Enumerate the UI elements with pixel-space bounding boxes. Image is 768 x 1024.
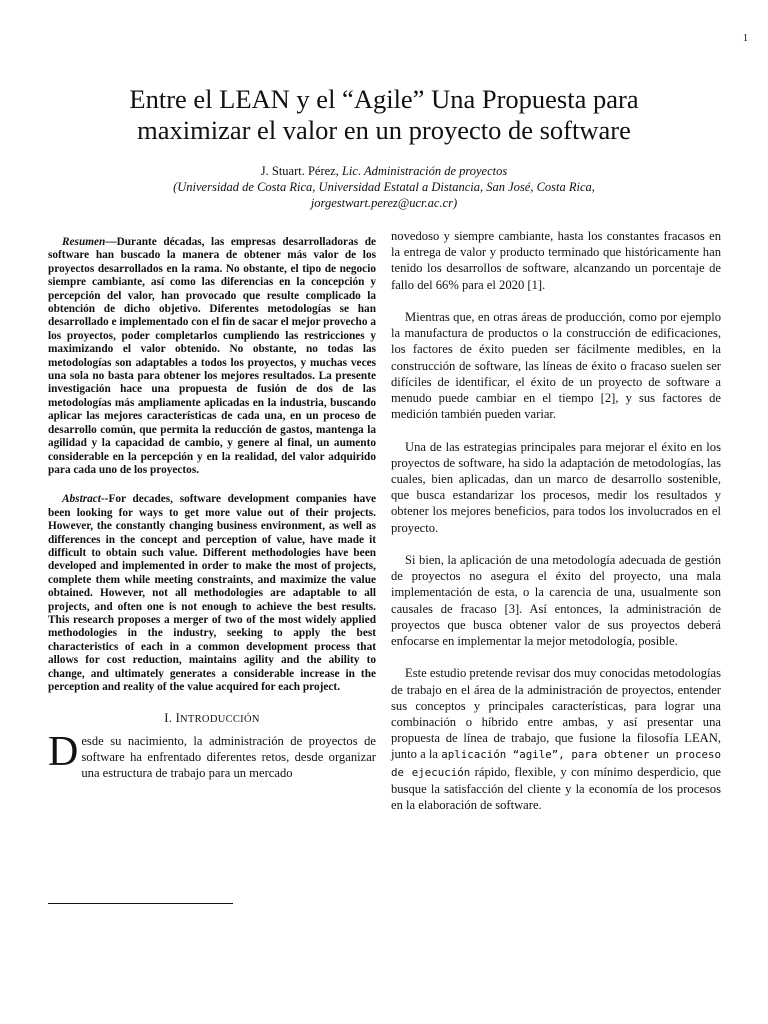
abstract-english bbox=[48, 493, 376, 694]
abstract-spanish bbox=[48, 236, 376, 477]
author-email: jorgestwart.perez@ucr.ac.cr) bbox=[310, 196, 458, 210]
abstract-en-text: For decades, software development companies have been looking for ways to get more value out of their projects. However, the constantly changing business environment, as well as differences in the concept and perception of value, have made it difficult to obtain such value. Different methodologies have been developed and implemented in order to make the most of projects, complete them while meeting constraints, and maximize the value obtained. However, not all methodologies are adaptable to all projects, and often one is not enough to achieve the best results. This research proposes a merger of two of the most widely applied methodologies in the industry, seeking to apply the best characteristics of each in a common development process that allows for cost reduction, maintains agility and the ability to change, and ultimately generates a considerable increase in the perception and reality of the value acquired for each project. bbox=[48, 493, 376, 693]
abstract-en-dash: -- bbox=[100, 493, 109, 506]
abstract-es-lead: Resumen bbox=[62, 236, 106, 248]
author-affiliation: (Universidad de Costa Rica, Universidad Estatal a Distancia, San José, Costa Rica, bbox=[173, 180, 595, 194]
drop-cap: D bbox=[48, 728, 79, 775]
title-line-1: Entre el LEAN y el “Agile” Una Propuesta para bbox=[129, 84, 639, 114]
paper-title bbox=[60, 84, 708, 146]
introduction-paragraph bbox=[48, 728, 376, 782]
intro-text: esde su nacimiento, la administración de proyectos de software ha enfrentado diferentes retos, desde organizar una estructura de trabajo para un mercado bbox=[81, 733, 376, 781]
paragraph-3: Una de las estrategias principales para mejorar el éxito en los proyectos de software, ha sido la adaptación de metodologías, las cuales, bien aplicadas, dan un marco de desarrollo sostenible, que busca estandarizar los procesos, medir los resultados y obtener los mejores beneficios, para todos los involucrados en el proyecto. bbox=[391, 439, 721, 535]
paragraph-5-part-a: Este estudio pretende revisar dos muy conocidas metodologías de trabajo en el área de la administración de proyectos, entender sus conceptos y principales características, para lograr una combinación o híbrido entre ambas, y así presentar una propuesta de línea de trabajo, que fusione la filosofía LEAN, junto a la bbox=[391, 666, 721, 762]
abstract-en-lead: Abstract bbox=[62, 493, 101, 506]
paragraph-2: Mientras que, en otras áreas de producción, como por ejemplo la manufactura de productos o la construcción de edificaciones, los factores de éxito pueden ser fácilmente medibles, en la construcción de software, las líneas de éxito o fracaso suelen ser difíciles de identificar, el éxito de un proyecto de software a menudo puede cambiar en el tiempo [2], y sus factores de medición también pueden variar. bbox=[391, 310, 721, 422]
author-name: J. Stuart. Pérez, bbox=[260, 164, 339, 178]
right-column bbox=[391, 228, 721, 829]
section-title-rest: NTRODUCCIÓN bbox=[180, 714, 260, 726]
abstract-es-dash: — bbox=[105, 236, 117, 248]
section-heading-introduction bbox=[48, 710, 376, 728]
paragraph-1: novedoso y siempre cambiante, hasta los constantes fracasos en la entrega de valor y producto terminado que históricamente han tenido los desarrollos de software, alcanzando un porcentaje de fallo del 66% para el 2020 [1]. bbox=[391, 229, 721, 292]
paragraph-4: Si bien, la aplicación de una metodología adecuada de gestión de proyectos no asegura el éxito del proyecto, una mala implementación de esta, o la carencia de una, usualmente son causales de fracaso [3]. Así entonces, la administración de proyectos que busca obtener valor de sus proyectos deberá enfocarse en implementar la mejor metodología, posible. bbox=[391, 553, 721, 649]
section-cap-letter: I bbox=[175, 711, 181, 726]
title-line-2: maximizar el valor en un proyecto de software bbox=[137, 115, 631, 145]
left-column bbox=[48, 236, 376, 781]
section-number: I. bbox=[164, 711, 173, 726]
paragraph-5 bbox=[391, 665, 721, 813]
paragraph-5-mono: aplicación “agile”, para obtener un proceso de ejecución bbox=[391, 748, 721, 779]
author-block bbox=[100, 163, 668, 211]
paragraph-5-part-b: rápido, flexible, y con mínimo desperdicio, que busque la satisfacción del cliente y la economía de los procesos en la elaboración de software. bbox=[391, 764, 721, 813]
page-number: 1 bbox=[743, 33, 748, 44]
abstract-es-text: Durante décadas, las empresas desarrolladoras de software han buscado la manera de obtener más valor de los proyectos desarrollados en la rama. No obstante, el tipo de negocio siempre cambiante, así como las diferencias en la concepción y percepción del valor, han provocado que resulte complicado la obtención de dicho objetivo. Diferentes metodologías se han desarrollado e implementado con el fin de sacar el mejor provecho a los proyectos, poder completarlos cumpliendo las restricciones y maximizando el valor obtenido. No obstante, no todas las metodologías son adaptables a todos los proyectos, y muchas veces una sola no basta para obtener los mejores resultados. La presente investigación hace una propuesta de fusión de dos de las metodologías más ampliamente aplicadas en la industria, buscando aplicar las mejores características de cada una, en un proceso de desarrollo común, que permita la reducción de gastos, mantenga la agilidad y la capacidad de cambio, y genere al final, un aumento considerable en la percepción y en la realidad, del valor adquirido para cada uno de los proyectos. bbox=[48, 236, 376, 476]
footnote-rule bbox=[48, 903, 233, 904]
author-role: Lic. Administración de proyectos bbox=[341, 164, 508, 178]
